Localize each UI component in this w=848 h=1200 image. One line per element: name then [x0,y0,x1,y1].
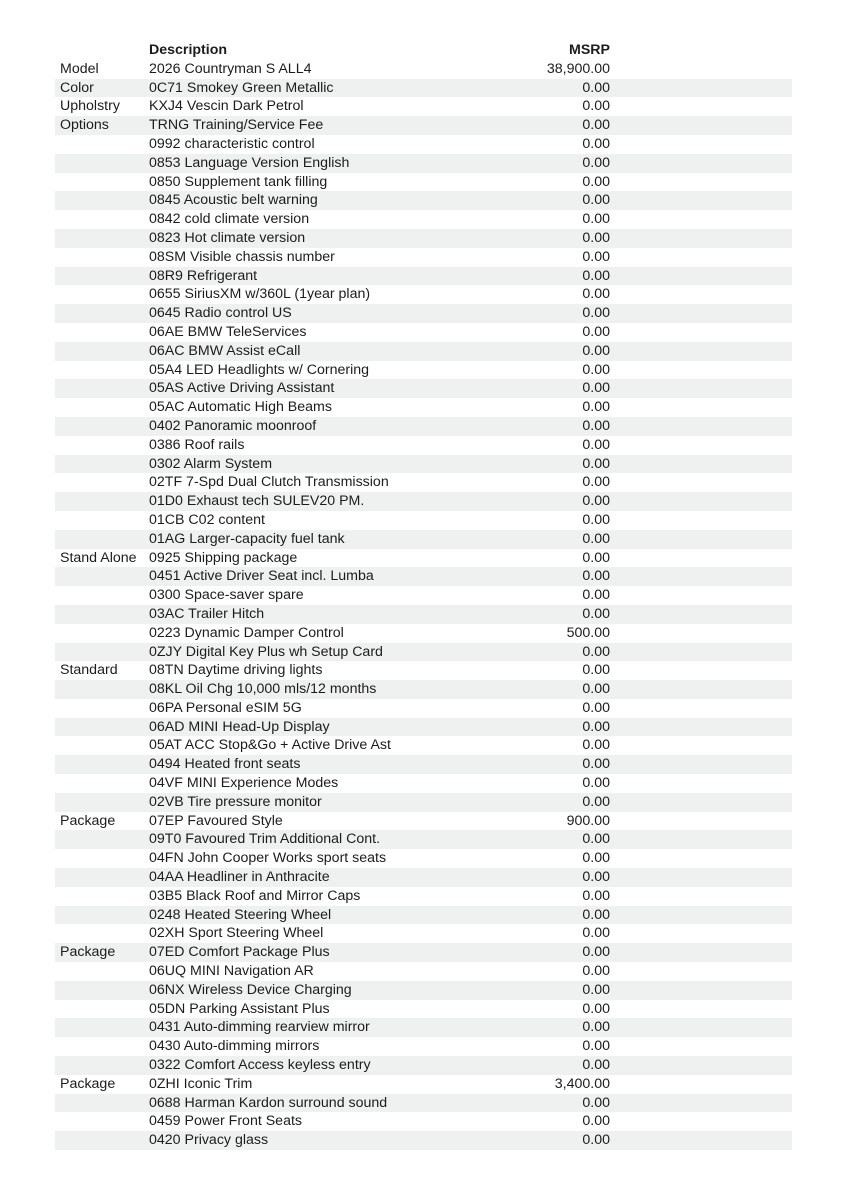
table-header-row [55,41,792,60]
row-description: 0248 Heated Steering Wheel [149,906,332,923]
row-msrp: 0.00 [582,530,610,547]
row-category [55,830,149,849]
row-msrp: 0.00 [582,399,610,416]
row-msrp: 0.00 [582,361,610,378]
row-category [55,473,149,492]
table-row [55,661,792,680]
row-description: 0ZHI Iconic Trim [149,1075,253,1092]
options-table [55,41,792,1150]
row-msrp: 0.00 [582,211,610,228]
row-category [55,1000,149,1019]
row-msrp: 0.00 [582,173,610,190]
row-category [55,736,149,755]
row-msrp: 0.00 [582,944,610,961]
row-description: 02TF 7-Spd Dual Clutch Transmission [149,474,389,491]
row-msrp: 0.00 [582,455,610,472]
row-description: 2026 Countryman S ALL4 [149,60,312,77]
row-msrp: 0.00 [582,154,610,171]
table-header-description: Description [149,42,228,58]
table-row [55,455,792,474]
row-category [55,699,149,718]
row-msrp: 0.00 [582,192,610,209]
row-description: 08R9 Refrigerant [149,267,258,284]
row-msrp: 0.00 [582,248,610,265]
table-row [55,60,792,79]
row-msrp: 0.00 [582,643,610,660]
table-row [55,511,792,530]
table-row [55,530,792,549]
table-row [55,943,792,962]
row-category [55,511,149,530]
row-description: 05AS Active Driving Assistant [149,380,335,397]
table-row [55,755,792,774]
table-row [55,267,792,286]
table-row [55,680,792,699]
row-category [55,304,149,323]
row-msrp: 0.00 [582,906,610,923]
row-description: 0655 SiriusXM w/360L (1year plan) [149,286,371,303]
row-category [55,567,149,586]
row-msrp: 0.00 [582,1132,610,1149]
table-row [55,342,792,361]
row-category: Package [60,1075,116,1092]
row-description: 0645 Radio control US [149,305,292,322]
row-category [55,1131,149,1150]
row-description: 0ZJY Digital Key Plus wh Setup Card [149,643,383,660]
row-description: 06AC BMW Assist eCall [149,342,301,359]
row-description: 0C71 Smokey Green Metallic [149,79,334,96]
row-msrp: 0.00 [582,981,610,998]
row-msrp: 0.00 [582,963,610,980]
row-category [55,285,149,304]
row-description: 03AC Trailer Hitch [149,605,265,622]
row-msrp: 0.00 [582,662,610,679]
row-category [55,210,149,229]
row-category [55,229,149,248]
row-description: 0850 Supplement tank filling [149,173,328,190]
row-msrp: 0.00 [582,286,610,303]
row-description: 01D0 Exhaust tech SULEV20 PM. [149,493,365,510]
table-row [55,436,792,455]
row-category [55,849,149,868]
row-description: 0992 characteristic control [149,135,315,152]
row-description: 04VF MINI Experience Modes [149,775,339,792]
table-row [55,981,792,1000]
table-row [55,736,792,755]
table-row [55,1037,792,1056]
table-row [55,830,792,849]
row-description: 0451 Active Driver Seat incl. Lumba [149,568,374,585]
row-category [55,173,149,192]
row-description: 08TN Daytime driving lights [149,662,323,679]
table-row [55,718,792,737]
row-category [55,267,149,286]
row-description: 08KL Oil Chg 10,000 mls/12 months [149,681,377,698]
row-category [55,492,149,511]
table-row [55,906,792,925]
row-category: Options [60,117,109,134]
table-row [55,774,792,793]
row-description: 06AE BMW TeleServices [149,323,307,340]
row-msrp: 0.00 [582,699,610,716]
row-msrp: 0.00 [582,1038,610,1055]
row-category: Stand Alone [60,549,137,566]
row-category: Model [60,60,99,77]
row-category [55,906,149,925]
row-description: 0494 Heated front seats [149,756,301,773]
row-msrp: 0.00 [582,850,610,867]
row-description: 05AC Automatic High Beams [149,399,332,416]
row-msrp: 0.00 [582,1113,610,1130]
table-row [55,229,792,248]
row-category [55,342,149,361]
row-category [55,135,149,154]
table-row [55,285,792,304]
row-category [55,455,149,474]
row-msrp: 0.00 [582,681,610,698]
row-description: 0322 Comfort Access keyless entry [149,1057,371,1074]
table-row [55,173,792,192]
row-description: 02VB Tire pressure monitor [149,793,322,810]
row-msrp: 0.00 [582,756,610,773]
row-category: Color [60,79,94,96]
row-category [55,643,149,662]
table-row [55,379,792,398]
row-msrp: 0.00 [582,568,610,585]
row-category [55,154,149,173]
row-category: Upholstry [60,98,120,115]
row-description: 09T0 Favoured Trim Additional Cont. [149,831,381,848]
row-msrp: 0.00 [582,587,610,604]
table-row [55,398,792,417]
row-description: 0845 Acoustic belt warning [149,192,318,209]
row-msrp: 0.00 [582,305,610,322]
row-description: 0402 Panoramic moonroof [149,417,317,434]
table-row [55,1112,792,1131]
row-category [55,379,149,398]
row-category [55,323,149,342]
row-category [55,436,149,455]
row-msrp: 0.00 [582,79,610,96]
table-row [55,79,792,98]
row-description: 0430 Auto-dimming mirrors [149,1038,320,1055]
row-category [55,191,149,210]
table-row [55,191,792,210]
row-description: 01CB C02 content [149,511,265,528]
table-row [55,624,792,643]
row-description: 0420 Privacy glass [149,1132,269,1149]
row-description: 06NX Wireless Device Charging [149,981,352,998]
row-msrp: 0.00 [582,605,610,622]
row-description: 06AD MINI Head-Up Display [149,718,330,735]
row-msrp: 0.00 [582,793,610,810]
table-row [55,962,792,981]
table-row [55,812,792,831]
options-table-body [55,60,792,1150]
table-row [55,586,792,605]
row-category [55,680,149,699]
row-category [55,248,149,267]
row-description: 0302 Alarm System [149,455,273,472]
row-msrp: 0.00 [582,380,610,397]
row-category [55,924,149,943]
row-category [55,624,149,643]
table-row [55,643,792,662]
row-msrp: 0.00 [582,887,610,904]
row-description: 05A4 LED Headlights w/ Cornering [149,361,370,378]
row-msrp: 0.00 [582,718,610,735]
row-category [55,1112,149,1131]
table-row [55,605,792,624]
row-category: Standard [60,662,118,679]
row-category [55,868,149,887]
table-row [55,1094,792,1113]
table-row [55,567,792,586]
table-row [55,473,792,492]
row-category [55,361,149,380]
table-row [55,210,792,229]
row-msrp: 0.00 [582,737,610,754]
table-header-category [55,41,149,60]
table-row [55,248,792,267]
row-category [55,1094,149,1113]
row-description: 01AG Larger-capacity fuel tank [149,530,345,547]
row-msrp: 0.00 [582,474,610,491]
table-row [55,549,792,568]
row-category [55,605,149,624]
table-row [55,323,792,342]
row-description: 08SM Visible chassis number [149,248,335,265]
row-description: 04AA Headliner in Anthracite [149,869,330,886]
row-description: 02XH Sport Steering Wheel [149,925,324,942]
row-category [55,398,149,417]
row-description: 0842 cold climate version [149,211,310,228]
row-description: 0386 Roof rails [149,436,245,453]
row-category [55,586,149,605]
row-category [55,774,149,793]
table-row [55,154,792,173]
row-description: 04FN John Cooper Works sport seats [149,850,387,867]
row-description: 0688 Harman Kardon surround sound [149,1094,388,1111]
row-msrp: 0.00 [582,925,610,942]
table-row [55,1018,792,1037]
row-msrp: 0.00 [582,323,610,340]
row-msrp: 38,900.00 [546,60,610,77]
row-msrp: 0.00 [582,1019,610,1036]
row-msrp: 0.00 [582,117,610,134]
table-row [55,868,792,887]
row-description: 05DN Parking Assistant Plus [149,1000,330,1017]
row-description: 0823 Hot climate version [149,229,306,246]
row-description: KXJ4 Vescin Dark Petrol [149,98,304,115]
table-row [55,1075,792,1094]
table-row [55,699,792,718]
row-msrp: 0.00 [582,869,610,886]
table-row [55,924,792,943]
row-category: Package [60,944,116,961]
table-row [55,116,792,135]
row-msrp: 0.00 [582,1000,610,1017]
row-description: 0223 Dynamic Damper Control [149,624,344,641]
row-msrp: 0.00 [582,775,610,792]
row-msrp: 0.00 [582,417,610,434]
row-msrp: 0.00 [582,549,610,566]
row-msrp: 0.00 [582,831,610,848]
row-description: 06UQ MINI Navigation AR [149,963,314,980]
row-description: TRNG Training/Service Fee [149,117,324,134]
row-category [55,417,149,436]
row-category [55,1056,149,1075]
row-category [55,962,149,981]
row-msrp: 3,400.00 [554,1075,610,1092]
row-description: 05AT ACC Stop&Go + Active Drive Ast [149,737,391,754]
table-row [55,135,792,154]
table-row [55,887,792,906]
row-msrp: 0.00 [582,493,610,510]
row-msrp: 0.00 [582,1094,610,1111]
row-category [55,718,149,737]
row-msrp: 500.00 [566,624,610,641]
row-description: 07ED Comfort Package Plus [149,944,330,961]
table-row [55,417,792,436]
row-msrp: 0.00 [582,229,610,246]
row-category [55,1018,149,1037]
row-msrp: 0.00 [582,267,610,284]
row-category: Package [60,812,116,829]
row-description: 0300 Space-saver spare [149,587,304,604]
row-description: 03B5 Black Roof and Mirror Caps [149,887,361,904]
table-row [55,1000,792,1019]
table-row [55,361,792,380]
row-msrp: 0.00 [582,511,610,528]
row-description: 0431 Auto-dimming rearview mirror [149,1019,370,1036]
row-category [55,981,149,1000]
row-category [55,793,149,812]
table-row [55,849,792,868]
row-msrp: 0.00 [582,1057,610,1074]
table-row [55,304,792,323]
row-category [55,1037,149,1056]
row-description: 0853 Language Version English [149,154,350,171]
table-row [55,1056,792,1075]
table-header-msrp: MSRP [569,42,610,58]
table-row [55,793,792,812]
table-row [55,1131,792,1150]
table-row [55,492,792,511]
row-msrp: 900.00 [566,812,610,829]
row-description: 06PA Personal eSIM 5G [149,699,302,716]
row-msrp: 0.00 [582,436,610,453]
row-description: 0925 Shipping package [149,549,298,566]
row-category [55,755,149,774]
row-category [55,530,149,549]
row-msrp: 0.00 [582,342,610,359]
table-row [55,97,792,116]
row-msrp: 0.00 [582,98,610,115]
row-category [55,887,149,906]
row-description: 07EP Favoured Style [149,812,283,829]
row-msrp: 0.00 [582,135,610,152]
row-description: 0459 Power Front Seats [149,1113,302,1130]
